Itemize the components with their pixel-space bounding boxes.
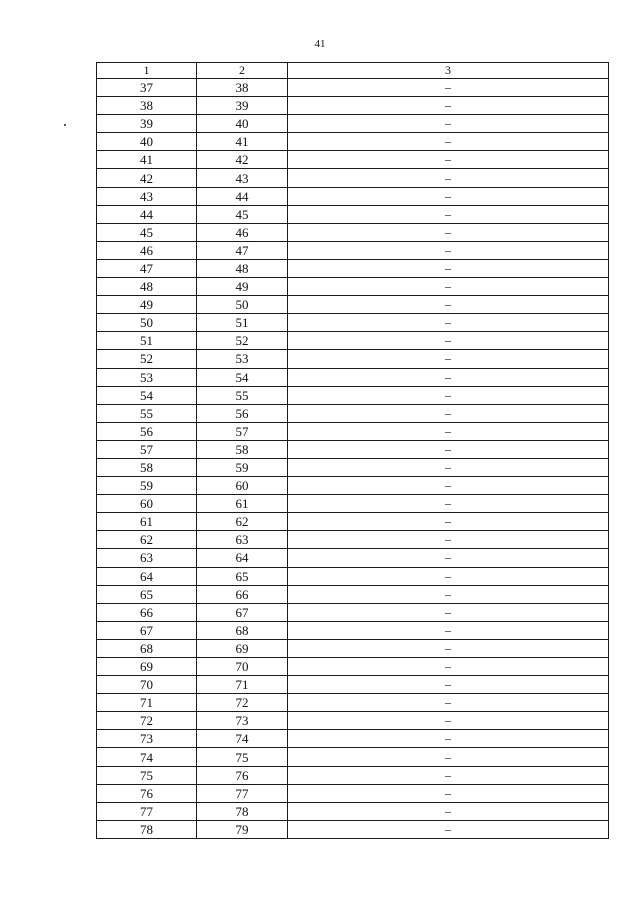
table-cell-col-2: 57 xyxy=(197,422,288,440)
table-cell-col-1: 41 xyxy=(97,151,197,169)
table-cell-col-2: 79 xyxy=(197,820,288,838)
table-cell-col-1: 60 xyxy=(97,495,197,513)
table-cell-col-2: 47 xyxy=(197,241,288,259)
table-cell-col-2: 46 xyxy=(197,223,288,241)
table-cell-col-3: – xyxy=(288,241,609,259)
table-cell-col-3: – xyxy=(288,495,609,513)
table-row xyxy=(97,712,609,730)
table-cell-col-1: 64 xyxy=(97,567,197,585)
table-cell-col-3: – xyxy=(288,350,609,368)
table-cell-col-1: 58 xyxy=(97,458,197,476)
table-cell-col-1: 72 xyxy=(97,712,197,730)
table-row xyxy=(97,549,609,567)
table-cell-col-2: 78 xyxy=(197,802,288,820)
table-cell-col-1: 43 xyxy=(97,187,197,205)
table-row xyxy=(97,241,609,259)
page-number: 41 xyxy=(314,38,326,50)
table-cell-col-1: 69 xyxy=(97,658,197,676)
table-row xyxy=(97,621,609,639)
table-cell-col-3: – xyxy=(288,404,609,422)
table-row xyxy=(97,531,609,549)
table-cell-col-2: 73 xyxy=(197,712,288,730)
table-row xyxy=(97,802,609,820)
table-cell-col-2: 69 xyxy=(197,639,288,657)
data-table-container xyxy=(96,62,608,839)
table-row xyxy=(97,585,609,603)
table-cell-col-1: 46 xyxy=(97,241,197,259)
table-cell-col-2: 53 xyxy=(197,350,288,368)
table-row xyxy=(97,422,609,440)
table-row xyxy=(97,332,609,350)
table-cell-col-1: 59 xyxy=(97,477,197,495)
table-cell-col-2: 42 xyxy=(197,151,288,169)
data-table xyxy=(96,62,609,839)
table-row xyxy=(97,314,609,332)
table-row xyxy=(97,658,609,676)
table-cell-col-3: – xyxy=(288,513,609,531)
table-cell-col-3: – xyxy=(288,278,609,296)
table-row xyxy=(97,603,609,621)
table-cell-col-1: 38 xyxy=(97,97,197,115)
table-cell-col-3: – xyxy=(288,658,609,676)
table-cell-col-3: – xyxy=(288,766,609,784)
table-cell-col-2: 59 xyxy=(197,458,288,476)
table-row xyxy=(97,694,609,712)
table-row xyxy=(97,386,609,404)
table-row xyxy=(97,766,609,784)
table-cell-col-2: 60 xyxy=(197,477,288,495)
table-row xyxy=(97,676,609,694)
table-cell-col-1: 67 xyxy=(97,621,197,639)
table-row xyxy=(97,820,609,838)
table-cell-col-2: 48 xyxy=(197,259,288,277)
table-cell-col-2: 52 xyxy=(197,332,288,350)
table-cell-col-1: 70 xyxy=(97,676,197,694)
table-cell-col-3: – xyxy=(288,205,609,223)
table-cell-col-1: 48 xyxy=(97,278,197,296)
table-cell-col-2: 64 xyxy=(197,549,288,567)
table-cell-col-3: – xyxy=(288,585,609,603)
table-cell-col-3: – xyxy=(288,802,609,820)
table-cell-col-3: – xyxy=(288,115,609,133)
table-cell-col-2: 65 xyxy=(197,567,288,585)
table-cell-col-1: 74 xyxy=(97,748,197,766)
table-cell-col-3: – xyxy=(288,151,609,169)
table-row xyxy=(97,368,609,386)
table-cell-col-3: – xyxy=(288,458,609,476)
table-cell-col-1: 55 xyxy=(97,404,197,422)
table-cell-col-2: 67 xyxy=(197,603,288,621)
table-cell-col-3: – xyxy=(288,712,609,730)
table-cell-col-2: 74 xyxy=(197,730,288,748)
table-row xyxy=(97,169,609,187)
table-row xyxy=(97,97,609,115)
table-row xyxy=(97,458,609,476)
table-row xyxy=(97,748,609,766)
table-cell-col-2: 54 xyxy=(197,368,288,386)
table-cell-col-3: – xyxy=(288,97,609,115)
table-cell-col-1: 78 xyxy=(97,820,197,838)
table-cell-col-3: – xyxy=(288,386,609,404)
table-row xyxy=(97,133,609,151)
table-cell-col-3: – xyxy=(288,314,609,332)
table-cell-col-2: 62 xyxy=(197,513,288,531)
table-cell-col-3: – xyxy=(288,422,609,440)
table-row xyxy=(97,205,609,223)
table-cell-col-1: 66 xyxy=(97,603,197,621)
table-row xyxy=(97,784,609,802)
table-cell-col-2: 44 xyxy=(197,187,288,205)
table-cell-col-1: 53 xyxy=(97,368,197,386)
table-row xyxy=(97,151,609,169)
table-cell-col-1: 62 xyxy=(97,531,197,549)
table-cell-col-3: – xyxy=(288,223,609,241)
table-cell-col-2: 51 xyxy=(197,314,288,332)
table-row xyxy=(97,495,609,513)
table-cell-col-3: – xyxy=(288,784,609,802)
scan-speck xyxy=(64,124,66,126)
table-cell-col-3: – xyxy=(288,567,609,585)
table-cell-col-1: 63 xyxy=(97,549,197,567)
table-cell-col-2: 55 xyxy=(197,386,288,404)
table-cell-col-1: 40 xyxy=(97,133,197,151)
table-row xyxy=(97,296,609,314)
table-cell-col-3: – xyxy=(288,259,609,277)
table-cell-col-3: – xyxy=(288,730,609,748)
table-cell-col-3: – xyxy=(288,676,609,694)
table-cell-col-2: 38 xyxy=(197,79,288,97)
table-row xyxy=(97,567,609,585)
table-cell-col-3: – xyxy=(288,531,609,549)
table-cell-col-2: 40 xyxy=(197,115,288,133)
table-cell-col-3: – xyxy=(288,621,609,639)
table-cell-col-3: – xyxy=(288,694,609,712)
table-cell-col-1: 57 xyxy=(97,440,197,458)
table-cell-col-2: 39 xyxy=(197,97,288,115)
table-cell-col-1: 51 xyxy=(97,332,197,350)
table-row xyxy=(97,278,609,296)
table-cell-col-1: 47 xyxy=(97,259,197,277)
table-cell-col-3: – xyxy=(288,133,609,151)
table-cell-col-3: – xyxy=(288,440,609,458)
table-cell-col-3: – xyxy=(288,169,609,187)
table-row xyxy=(97,115,609,133)
table-cell-col-1: 75 xyxy=(97,766,197,784)
column-header-1: 1 xyxy=(97,63,197,79)
table-cell-col-1: 71 xyxy=(97,694,197,712)
table-row xyxy=(97,477,609,495)
table-cell-col-1: 45 xyxy=(97,223,197,241)
table-cell-col-3: – xyxy=(288,296,609,314)
column-header-2: 2 xyxy=(197,63,288,79)
table-cell-col-2: 43 xyxy=(197,169,288,187)
table-row xyxy=(97,79,609,97)
table-cell-col-1: 73 xyxy=(97,730,197,748)
table-row xyxy=(97,223,609,241)
table-cell-col-1: 77 xyxy=(97,802,197,820)
table-cell-col-2: 68 xyxy=(197,621,288,639)
table-cell-col-2: 70 xyxy=(197,658,288,676)
table-cell-col-1: 39 xyxy=(97,115,197,133)
table-cell-col-2: 63 xyxy=(197,531,288,549)
table-cell-col-2: 56 xyxy=(197,404,288,422)
table-row xyxy=(97,440,609,458)
table-cell-col-1: 50 xyxy=(97,314,197,332)
table-cell-col-2: 77 xyxy=(197,784,288,802)
table-cell-col-3: – xyxy=(288,187,609,205)
table-cell-col-2: 45 xyxy=(197,205,288,223)
table-cell-col-3: – xyxy=(288,549,609,567)
table-row xyxy=(97,187,609,205)
table-cell-col-1: 61 xyxy=(97,513,197,531)
table-cell-col-3: – xyxy=(288,477,609,495)
table-body xyxy=(97,79,609,839)
table-cell-col-3: – xyxy=(288,639,609,657)
table-cell-col-1: 37 xyxy=(97,79,197,97)
table-cell-col-1: 76 xyxy=(97,784,197,802)
table-cell-col-2: 41 xyxy=(197,133,288,151)
table-row xyxy=(97,730,609,748)
table-cell-col-3: – xyxy=(288,748,609,766)
table-cell-col-2: 49 xyxy=(197,278,288,296)
table-cell-col-3: – xyxy=(288,332,609,350)
table-cell-col-2: 76 xyxy=(197,766,288,784)
table-cell-col-3: – xyxy=(288,368,609,386)
table-cell-col-3: – xyxy=(288,603,609,621)
table-cell-col-2: 75 xyxy=(197,748,288,766)
table-cell-col-1: 56 xyxy=(97,422,197,440)
table-row xyxy=(97,404,609,422)
table-cell-col-2: 72 xyxy=(197,694,288,712)
column-header-3: 3 xyxy=(288,63,609,79)
table-cell-col-1: 68 xyxy=(97,639,197,657)
table-cell-col-1: 42 xyxy=(97,169,197,187)
table-row xyxy=(97,259,609,277)
table-row xyxy=(97,350,609,368)
table-cell-col-2: 50 xyxy=(197,296,288,314)
table-cell-col-2: 71 xyxy=(197,676,288,694)
table-cell-col-3: – xyxy=(288,820,609,838)
table-cell-col-1: 52 xyxy=(97,350,197,368)
table-cell-col-2: 58 xyxy=(197,440,288,458)
table-cell-col-2: 66 xyxy=(197,585,288,603)
table-cell-col-3: – xyxy=(288,79,609,97)
table-cell-col-1: 54 xyxy=(97,386,197,404)
table-cell-col-1: 44 xyxy=(97,205,197,223)
table-cell-col-2: 61 xyxy=(197,495,288,513)
table-header-row xyxy=(97,63,609,79)
table-cell-col-1: 65 xyxy=(97,585,197,603)
table-row xyxy=(97,639,609,657)
table-cell-col-1: 49 xyxy=(97,296,197,314)
table-row xyxy=(97,513,609,531)
